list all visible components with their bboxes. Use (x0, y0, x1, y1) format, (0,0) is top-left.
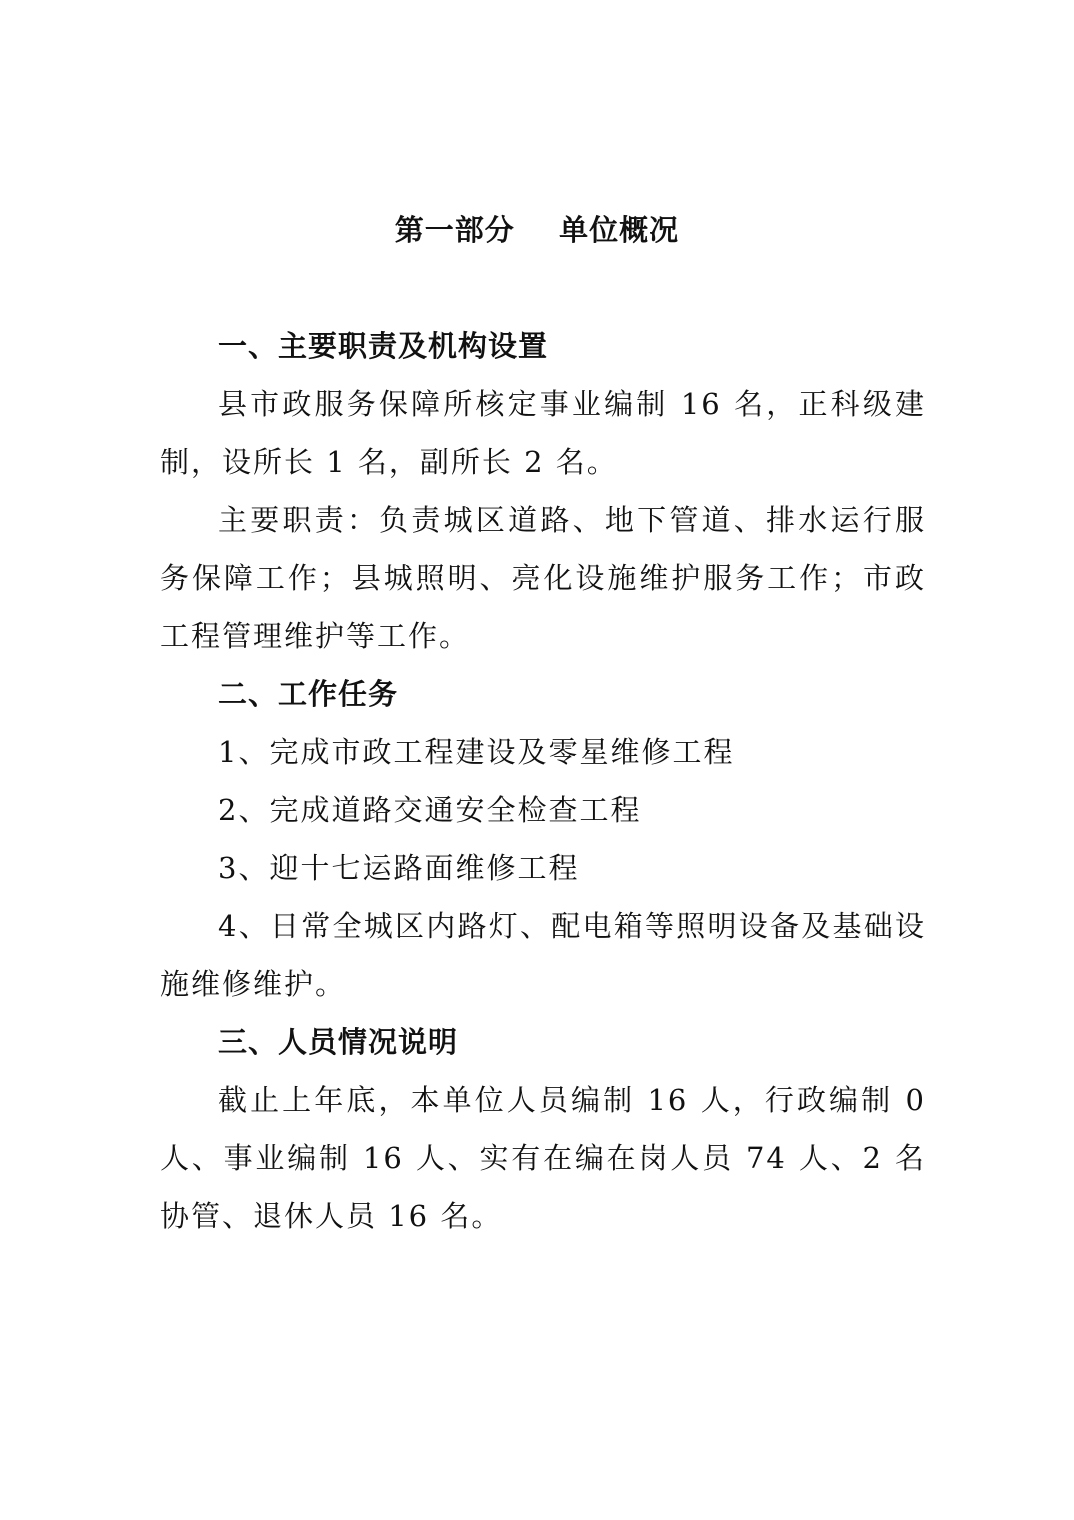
document-body (160, 317, 926, 1245)
section-heading-1: 一、主要职责及机构设置 (218, 329, 549, 363)
task-item-3: 3、迎十七运路面维修工程 (218, 851, 580, 885)
paragraph-main-duties: 主要职责：负责城区道路、地下管道、排水运行服务保障工作；县城照明、亮化设施维护服务工作；市政工程管理维护等工作。 (160, 503, 926, 653)
section-heading-2: 二、工作任务 (218, 677, 399, 711)
section-heading-3: 三、人员情况说明 (218, 1025, 459, 1059)
task-item-2: 2、完成道路交通安全检查工程 (218, 793, 642, 827)
paragraph-staffing: 县市政服务保障所核定事业编制 16 名，正科级建制，设所长 1 名，副所长 2 名。 (160, 387, 926, 479)
page-title: 第一部分 单位概况 (394, 213, 680, 247)
task-item-1: 1、完成市政工程建设及零星维修工程 (218, 735, 735, 769)
task-item-4: 4、日常全城区内路灯、配电箱等照明设备及基础设施维修维护。 (160, 909, 926, 1001)
paragraph-personnel: 截止上年底，本单位人员编制 16 人，行政编制 0 人、事业编制 16 人、实有在编在岗人员 74 人、2 名协管、退休人员 16 名。 (160, 1083, 926, 1233)
